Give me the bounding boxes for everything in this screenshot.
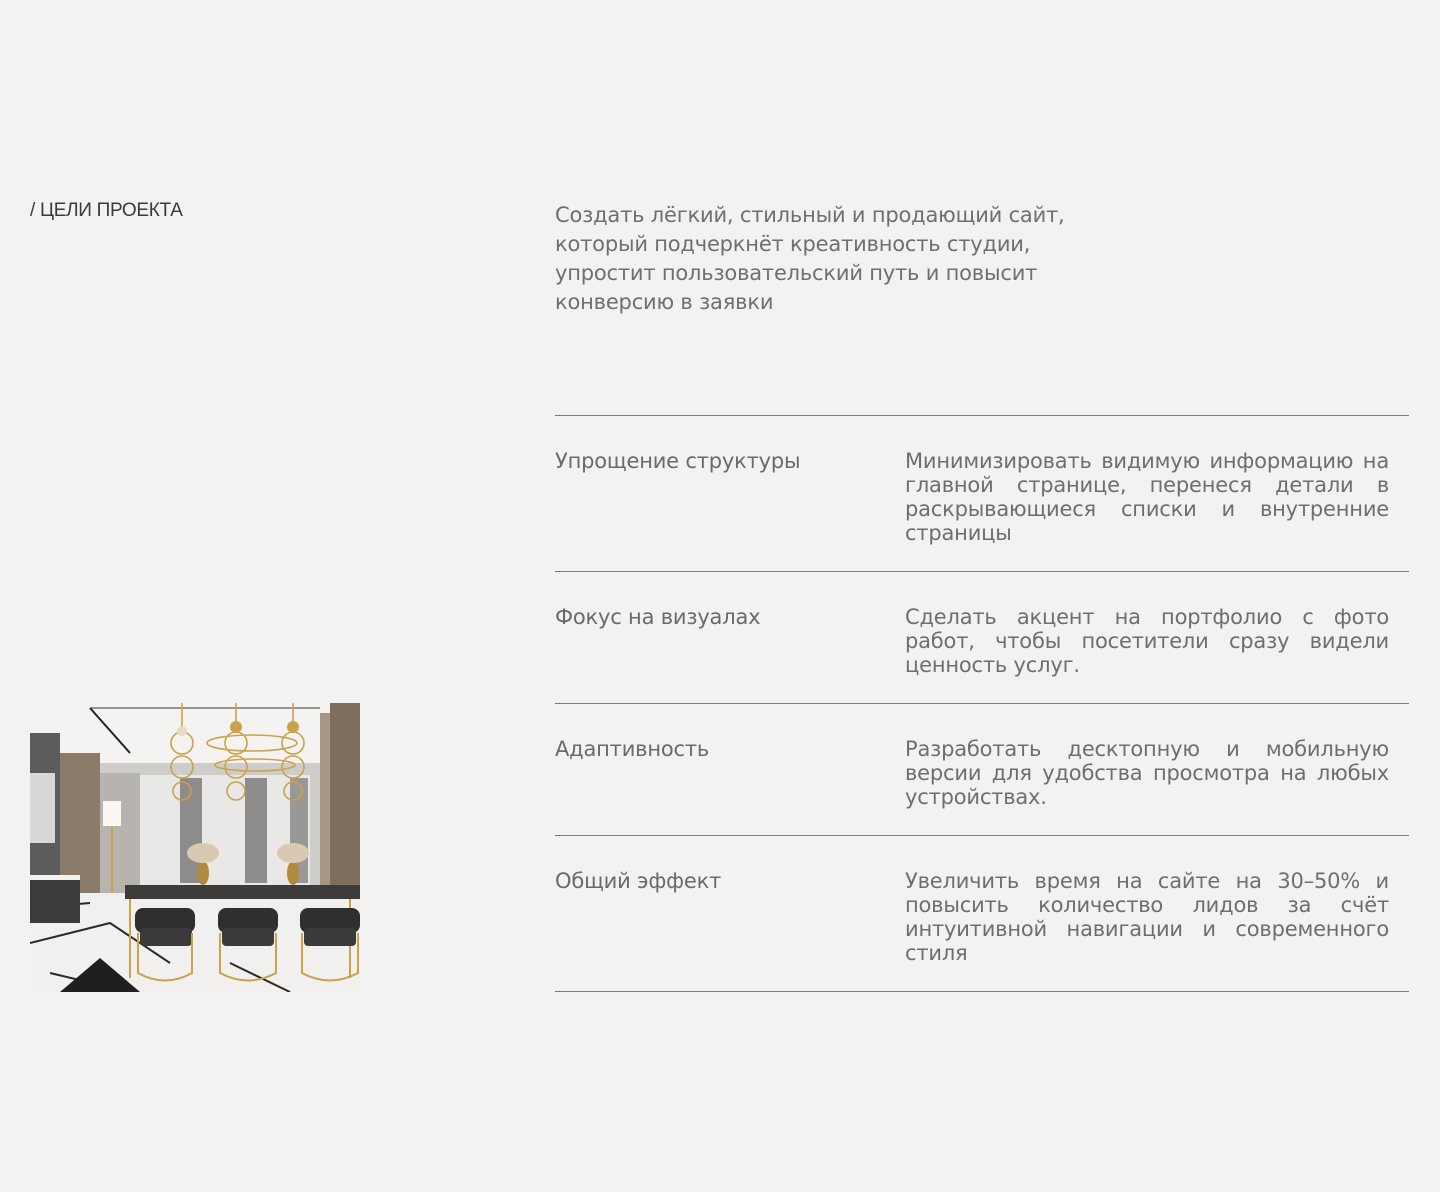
interior-photo bbox=[30, 703, 360, 992]
goal-row bbox=[555, 836, 1409, 992]
goals-list bbox=[555, 415, 1409, 992]
project-intro: Создать лёгкий, стильный и продающий сайт, который подчеркнёт креативность студии, упростит пользовательский путь и повысит конверсию в заявки bbox=[555, 203, 1065, 314]
goal-row bbox=[555, 572, 1409, 704]
goal-description: Сделать акцент на портфолио с фото работ, чтобы посетители сразу видели ценность услуг. bbox=[905, 605, 1389, 677]
goal-description: Минимизировать видимую информацию на главной странице, перенеся детали в раскрывающиеся списки и внутренние страницы bbox=[905, 449, 1389, 545]
goal-description: Разработать десктопную и мобильную версии для удобства просмотра на любых устройствах. bbox=[905, 737, 1389, 809]
section-label: / ЦЕЛИ ПРОЕКТА bbox=[30, 200, 183, 221]
goal-title: Адаптивность bbox=[555, 737, 710, 761]
goal-row bbox=[555, 704, 1409, 836]
goal-row bbox=[555, 416, 1409, 572]
goal-title: Фокус на визуалах bbox=[555, 605, 761, 629]
goal-title: Упрощение структуры bbox=[555, 449, 801, 473]
interior-illustration bbox=[30, 703, 360, 992]
goal-title: Общий эффект bbox=[555, 869, 722, 893]
goal-description: Увеличить время на сайте на 30–50% и повысить количество лидов за счёт интуитивной навигации и современного стиля bbox=[905, 869, 1389, 965]
